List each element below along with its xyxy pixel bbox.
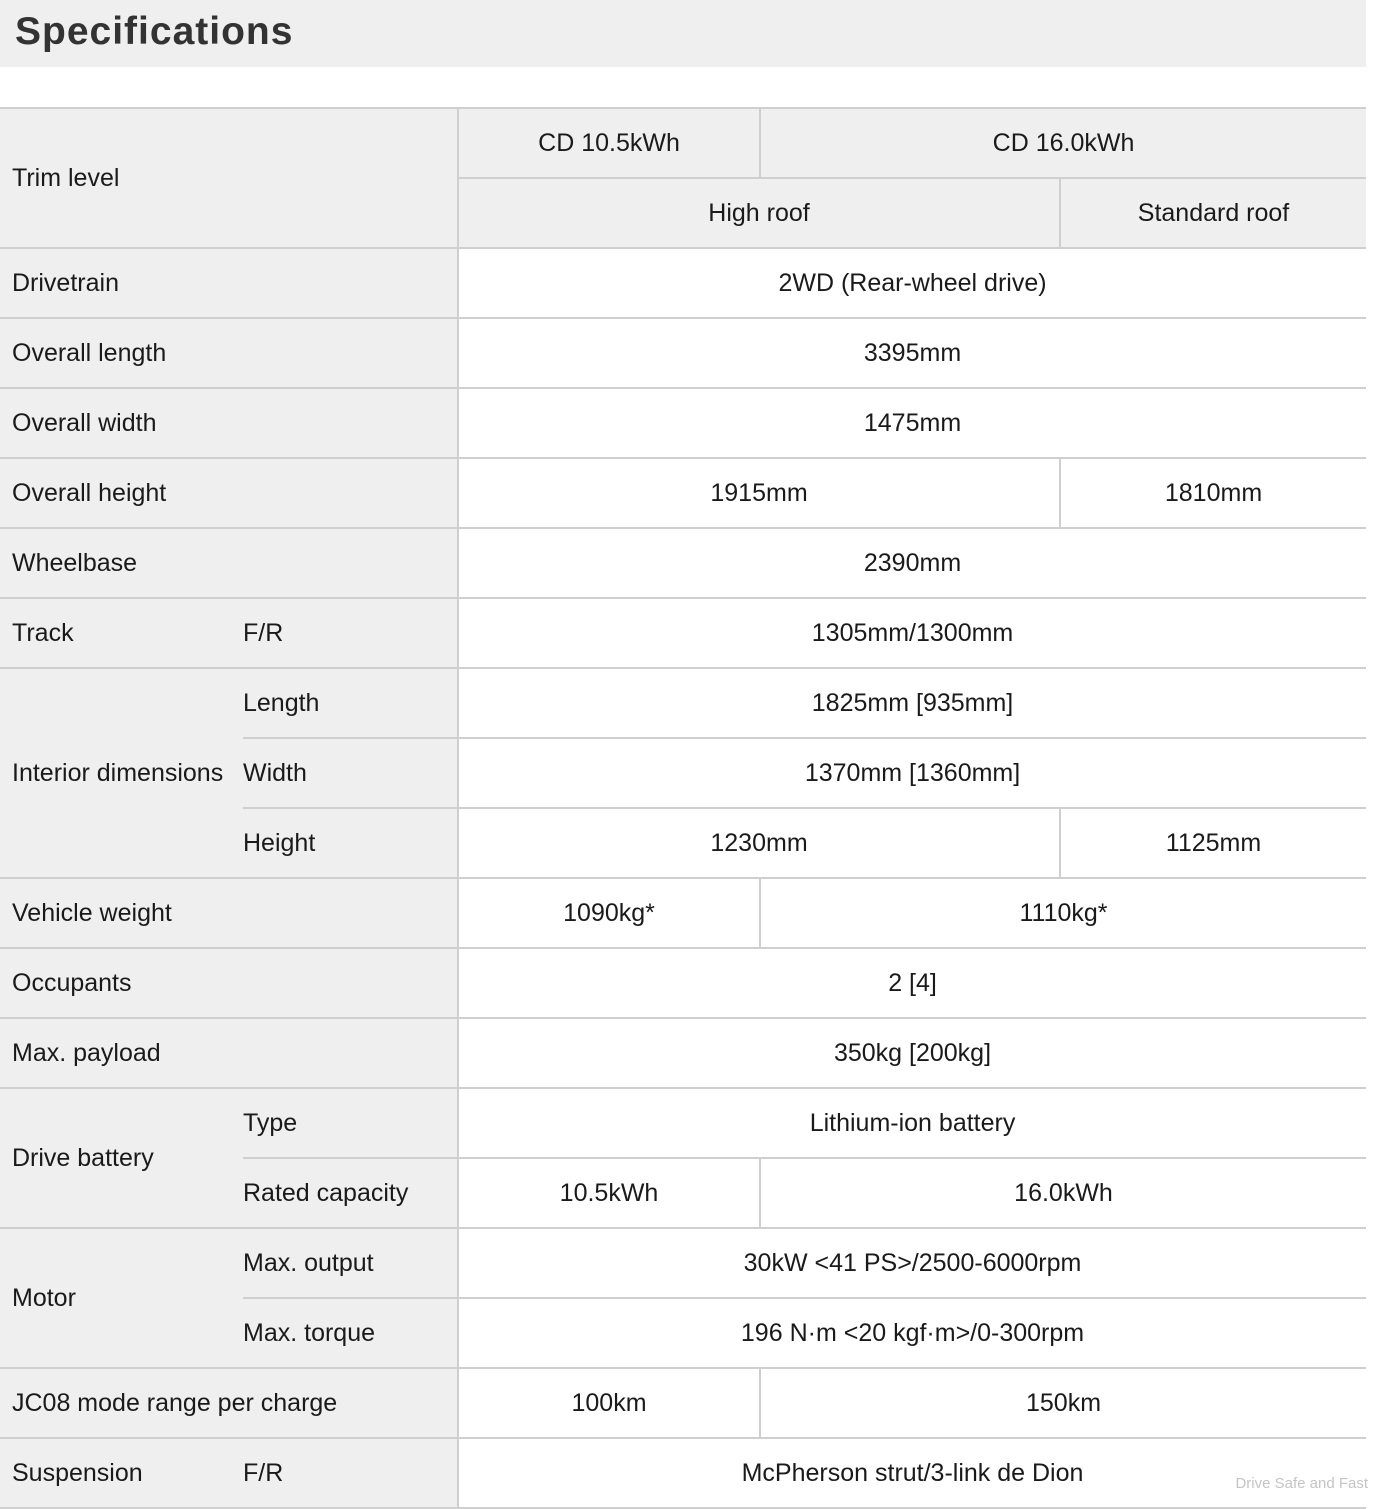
row-sublabel: F/R [243, 1438, 458, 1508]
row-sublabel: F/R [243, 598, 458, 668]
table-row [0, 668, 1366, 738]
table-cell: 3395mm [458, 318, 1366, 388]
table-row [0, 458, 1366, 528]
table-cell: 1230mm [458, 808, 1060, 878]
table-row [0, 1368, 1366, 1438]
table-cell: 2WD (Rear-wheel drive) [458, 248, 1366, 318]
table-cell: 196 N·m <20 kgf·m>/0-300rpm [458, 1298, 1366, 1368]
table-row [0, 528, 1366, 598]
table-cell: 350kg [200kg] [458, 1018, 1366, 1088]
row-sublabel: Height [243, 808, 458, 878]
table-cell: 1090kg* [458, 878, 760, 948]
table-cell: 10.5kWh [458, 1158, 760, 1228]
table-row [0, 598, 1366, 668]
row-sublabel: Type [243, 1088, 458, 1158]
table-cell: 16.0kWh [760, 1158, 1366, 1228]
row-label: Wheelbase [0, 528, 458, 598]
table-cell: 1825mm [935mm] [458, 668, 1366, 738]
row-label: Motor [0, 1228, 243, 1368]
row-label: Overall length [0, 318, 458, 388]
table-cell: 2 [4] [458, 948, 1366, 1018]
table-cell: 30kW <41 PS>/2500-6000rpm [458, 1228, 1366, 1298]
table-row [0, 388, 1366, 458]
column-header-cd160: CD 16.0kWh [760, 108, 1366, 178]
table-row [0, 948, 1366, 1018]
row-label: Track [0, 598, 243, 668]
table-cell: 150km [760, 1368, 1366, 1438]
table-cell: 1475mm [458, 388, 1366, 458]
row-label: Max. payload [0, 1018, 458, 1088]
specifications-table [0, 107, 1366, 1509]
row-label: Suspension [0, 1438, 243, 1508]
table-cell: 2390mm [458, 528, 1366, 598]
table-row [0, 1088, 1366, 1158]
row-label: Overall height [0, 458, 458, 528]
table-cell: 1305mm/1300mm [458, 598, 1366, 668]
row-label: Trim level [0, 108, 458, 248]
table-cell: 100km [458, 1368, 760, 1438]
page-title: Specifications [15, 10, 294, 53]
row-label: Drivetrain [0, 248, 458, 318]
table-row [0, 1228, 1366, 1298]
table-row [0, 1438, 1366, 1508]
row-label: Interior dimensions [0, 668, 243, 878]
table-cell: 1110kg* [760, 878, 1366, 948]
table-row [0, 248, 1366, 318]
table-row [0, 108, 1366, 178]
row-sublabel: Width [243, 738, 458, 808]
row-label: Overall width [0, 388, 458, 458]
row-label: Vehicle weight [0, 878, 458, 948]
row-sublabel: Length [243, 668, 458, 738]
column-header-cd105: CD 10.5kWh [458, 108, 760, 178]
table-cell: 1915mm [458, 458, 1060, 528]
page-header [0, 0, 1366, 67]
row-sublabel: Max. torque [243, 1298, 458, 1368]
row-label: Occupants [0, 948, 458, 1018]
table-cell: 1810mm [1060, 458, 1366, 528]
table-cell: 1125mm [1060, 808, 1366, 878]
row-label: Drive battery [0, 1088, 243, 1228]
watermark: Drive Safe and Fast [1235, 1475, 1368, 1492]
row-sublabel: Max. output [243, 1228, 458, 1298]
table-cell: McPherson strut/3-link de Dion [458, 1438, 1366, 1508]
row-label: JC08 mode range per charge [0, 1368, 458, 1438]
row-sublabel: Rated capacity [243, 1158, 458, 1228]
column-header-high-roof: High roof [458, 178, 1060, 248]
table-row [0, 318, 1366, 388]
table-cell: Lithium-ion battery [458, 1088, 1366, 1158]
table-cell: 1370mm [1360mm] [458, 738, 1366, 808]
table-row [0, 878, 1366, 948]
table-row [0, 1018, 1366, 1088]
column-header-standard-roof: Standard roof [1060, 178, 1366, 248]
